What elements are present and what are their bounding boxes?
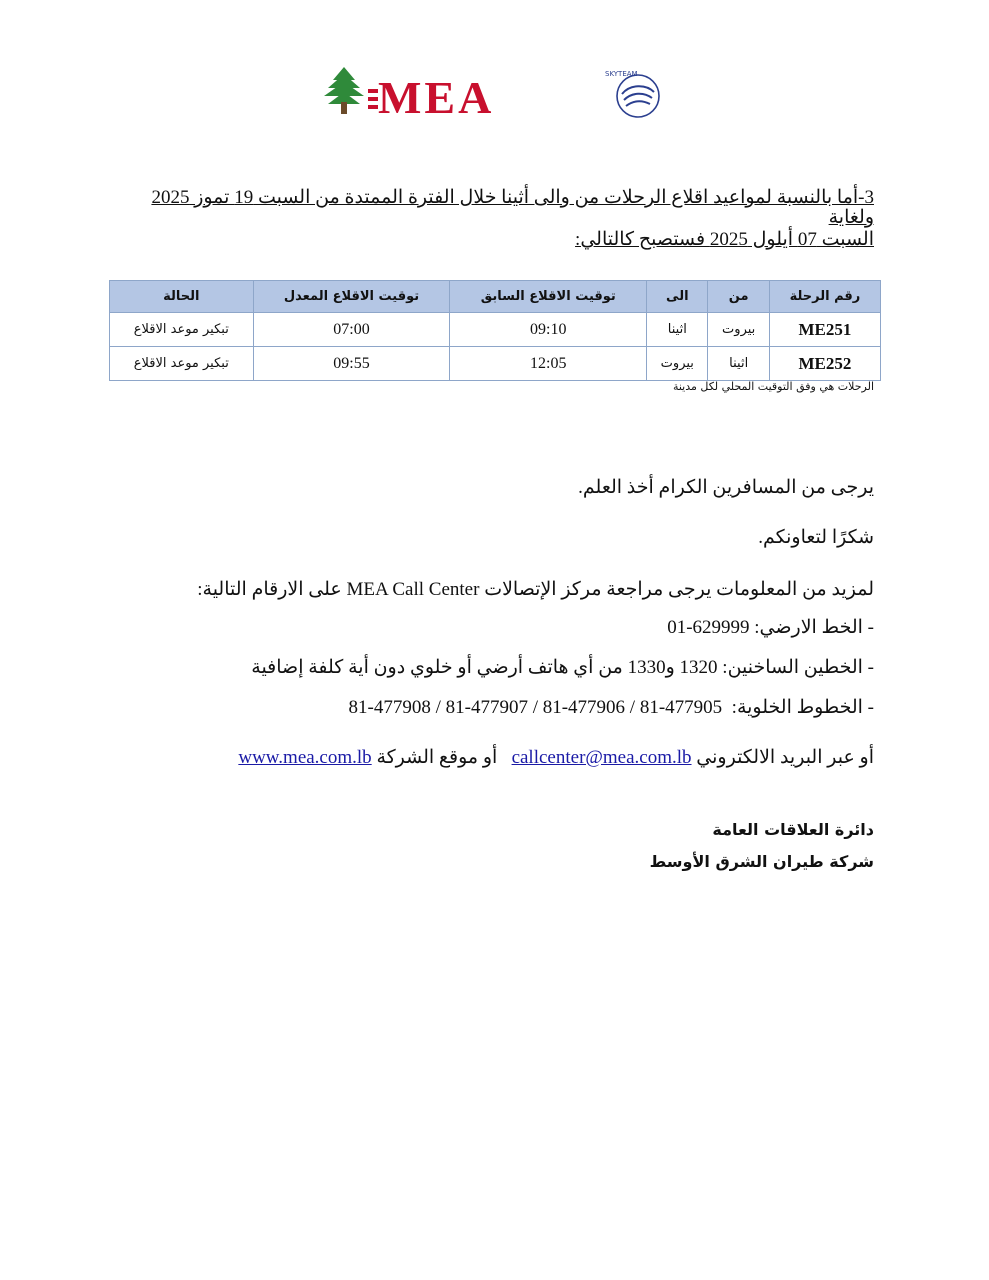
old-time-cell: 12:05: [450, 347, 647, 381]
flight-number-cell: ME252: [769, 347, 880, 381]
header-from: من: [708, 281, 769, 313]
table-row: [110, 313, 881, 347]
flight-number-cell: ME251: [769, 313, 880, 347]
skyteam-logo-icon: [617, 75, 659, 117]
header-status: الحالة: [110, 281, 254, 313]
call-center-name: MEA Call Center: [346, 579, 480, 600]
header-flight-number: رقم الرحلة: [769, 281, 880, 313]
skyteam-text: SKYTEAM: [605, 70, 638, 78]
old-time-cell: 09:10: [450, 313, 647, 347]
website-prefix: أو موقع الشركة: [376, 747, 498, 768]
info-paragraph: [114, 580, 874, 600]
email-link[interactable]: callcenter@mea.com.lb: [511, 747, 692, 768]
signature-company: شركة طيران الشرق الأوسط: [649, 852, 874, 871]
table-row: [110, 347, 881, 381]
to-cell: اثينا: [647, 313, 708, 347]
contact-paragraph: [114, 748, 874, 768]
to-cell: بيروت: [647, 347, 708, 381]
header-to: الى: [647, 281, 708, 313]
intro-line-1: 3-أما بالنسبة لمواعيد اقلاع الرحلات من والى أثينا خلال الفترة الممتدة من السبت 19 تموز 2025 ولغاية: [151, 187, 874, 228]
new-time-cell: 07:00: [253, 313, 450, 347]
landline-line: - الخط الارضي: 629999-01: [667, 617, 874, 638]
intro-line-2: السبت 07 أيلول 2025 فستصبح كالتالي:: [575, 229, 874, 250]
mea-logo: [320, 62, 670, 132]
table-note: الرحلات هي وفق التوقيت المحلي لكل مدينة: [672, 380, 874, 393]
hotlines-line: - الخطين الساخنين: 1320 و1330 من أي هاتف أرضي أو خلوي دون أية كلفة إضافية: [251, 657, 874, 678]
header-new-time: توقيت الاقلاع المعدل: [253, 281, 450, 313]
email-prefix: أو عبر البريد الالكتروني: [696, 747, 874, 768]
mea-logo-text: MEA: [378, 72, 495, 123]
from-cell: اثينا: [708, 347, 769, 381]
header-old-time: توقيت الاقلاع السابق: [450, 281, 647, 313]
mobile-label: - الخطوط الخلوية:: [731, 697, 874, 718]
info-suffix: على الارقام التالية:: [197, 579, 342, 600]
table-header-row: [110, 281, 881, 313]
notice-paragraph: يرجى من المسافرين الكرام أخذ العلم.: [578, 477, 874, 498]
thanks-paragraph: شكرًا لتعاونكم.: [758, 527, 874, 548]
status-cell: تبكير موعد الاقلاع: [110, 313, 254, 347]
mobile-lines: [114, 698, 874, 718]
website-link[interactable]: www.mea.com.lb: [238, 747, 372, 768]
info-prefix: لمزيد من المعلومات يرجى مراجعة مركز الإتصالات: [484, 579, 874, 600]
from-cell: بيروت: [708, 313, 769, 347]
signature-department: دائرة العلاقات العامة: [712, 820, 874, 839]
flight-schedule-table: [109, 280, 881, 381]
cedar-tree-icon: [324, 67, 364, 114]
mea-logo-graphic: [320, 62, 670, 132]
mobile-numbers: 81-477908 / 81-477907 / 81-477906 / 81-477905: [348, 697, 723, 718]
status-cell: تبكير موعد الاقلاع: [110, 347, 254, 381]
new-time-cell: 09:55: [253, 347, 450, 381]
